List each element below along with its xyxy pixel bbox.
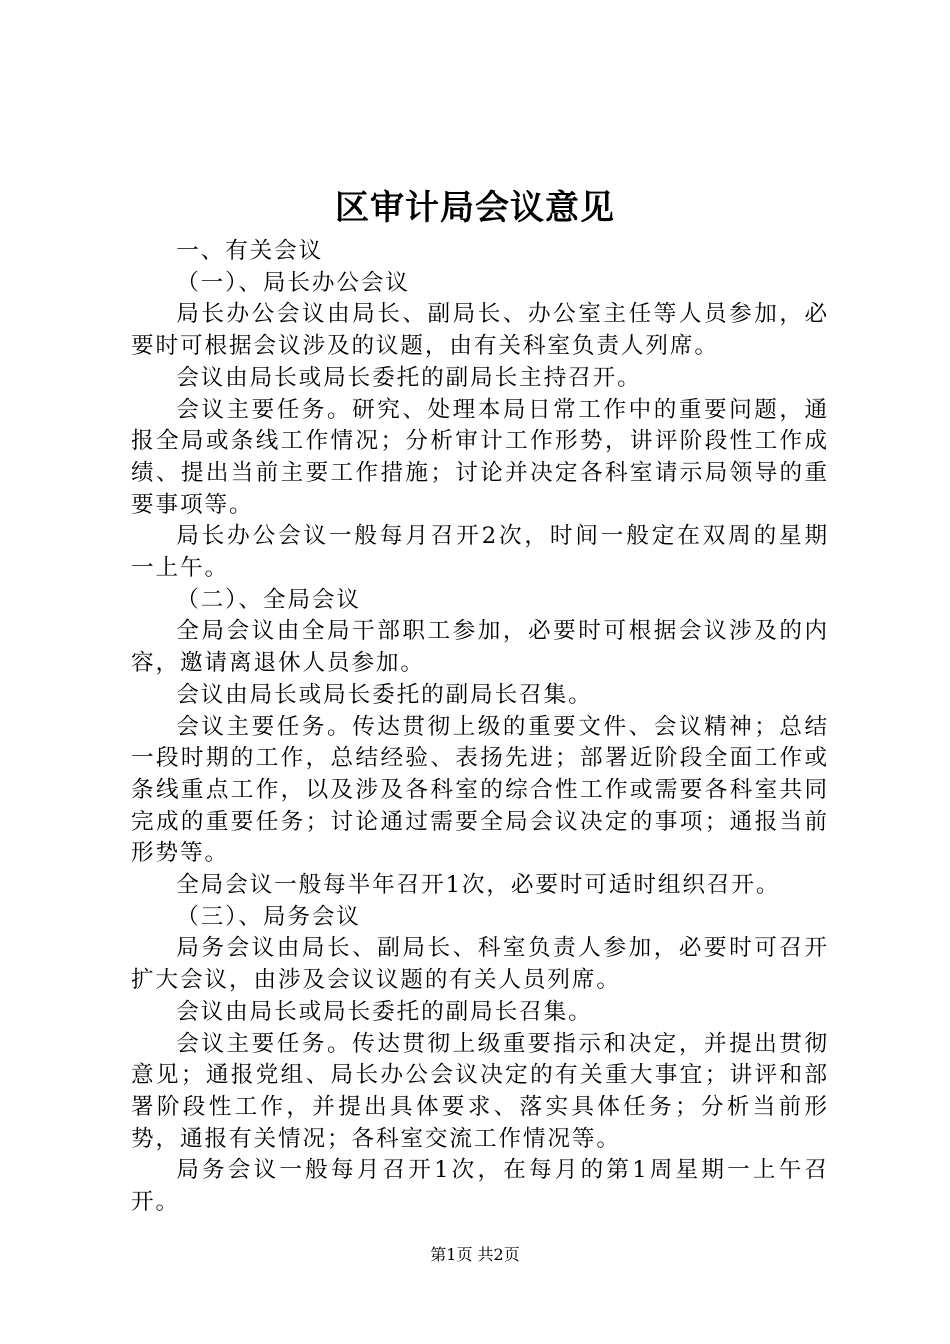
paragraph: 会议主要任务。传达贯彻上级重要指示和决定，并提出贯彻意见；通报党组、局长办公会议决定的有关重大事宜；讲评和部署阶段性工作，并提出具体要求、落实具体任务；分析当前形势，通报有关情况；各科室交流工作情况等。 — [131, 1030, 829, 1152]
paragraph: 局务会议由局长、副局长、科室负责人参加，必要时可召开扩大会议，由涉及会议议题的有关人员列席。 — [131, 935, 829, 994]
paragraph: 会议主要任务。研究、处理本局日常工作中的重要问题，通报全局或条线工作情况；分析审计工作形势，讲评阶段性工作成绩、提出当前主要工作措施；讨论并决定各科室请示局领导的重要事项等。 — [131, 396, 829, 518]
paragraph: 局务会议一般每月召开1次，在每月的第1周星期一上午召开。 — [131, 1157, 829, 1216]
paragraph: 局长办公会议由局长、副局长、办公室主任等人员参加，必要时可根据会议涉及的议题，由有关科室负责人列席。 — [131, 301, 829, 360]
paragraph: 全局会议由全局干部职工参加，必要时可根据会议涉及的内容，邀请离退休人员参加。 — [131, 618, 829, 677]
paragraph: 会议由局长或局长委托的副局长主持召开。 — [176, 364, 642, 391]
paragraph: 会议由局长或局长委托的副局长召集。 — [176, 681, 593, 708]
paragraph: 会议主要任务。传达贯彻上级的重要文件、会议精神；总结一段时期的工作，总结经验、表扬先进；部署近阶段全面工作或条线重点工作，以及涉及各科室的综合性工作或需要各科室共同完成的重要任务；讨论通过需要全局会议决定的事项；通报当前形势等。 — [131, 713, 829, 867]
document-title: 区审计局会议意见 — [335, 188, 615, 228]
document-body — [131, 236, 829, 1219]
subsection-heading: （二）、全局会议 — [176, 586, 361, 613]
paragraph: 全局会议一般每半年召开1次，必要时可适时组织召开。 — [176, 872, 781, 899]
subsection-heading: （三）、局务会议 — [176, 903, 361, 930]
section-heading: 一、有关会议 — [176, 238, 324, 264]
paragraph: 局长办公会议一般每月召开2次，时间一般定在双周的星期一上午。 — [131, 523, 829, 582]
paragraph: 会议由局长或局长委托的副局长召集。 — [176, 998, 593, 1025]
page-footer: 第1页 共2页 — [430, 1245, 520, 1264]
subsection-heading: （一）、局长办公会议 — [176, 269, 410, 296]
